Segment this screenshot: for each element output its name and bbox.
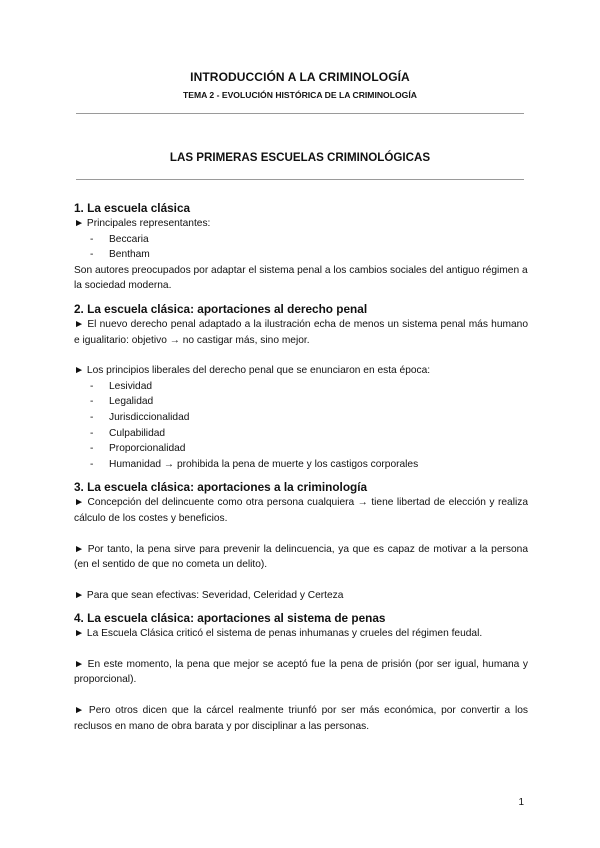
section-3-paragraph: ► Por tanto, la pena sirve para prevenir la delincuencia, ya que es capaz de motivar a la persona (en el sentido de que no cometa un delito).	[74, 543, 528, 571]
dash-marker: -	[90, 396, 94, 408]
section-2-heading: 2. La escuela clásica: aportaciones al derecho penal	[74, 301, 368, 316]
section-4-paragraph: ► En este momento, la pena que mejor se aceptó fue la pena de prisión (por ser igual, humana y proporcional).	[74, 658, 528, 686]
list-item: - Legalidad	[90, 394, 528, 410]
dash-marker: -	[90, 249, 94, 261]
section-4-paragraph: ► La Escuela Clásica criticó el sistema de penas inhumanas y crueles del régimen feudal.	[74, 628, 483, 640]
section-3-paragraph: ► Para que sean efectivas: Severidad, Celeridad y Certeza	[74, 589, 344, 601]
section-3-heading: 3. La escuela clásica: aportaciones a la criminología	[74, 480, 368, 495]
section-4-heading: 4. La escuela clásica: aportaciones al sistema de penas	[74, 611, 386, 626]
section-2-paragraph: ► El nuevo derecho penal adaptado a la ilustración echa de menos un sistema penal más humano e igualitario: objetivo → no castigar más, sino mejor.	[74, 318, 528, 346]
list-item: - Bentham	[90, 247, 528, 263]
document-title: INTRODUCCIÓN A LA CRIMINOLOGÍA	[190, 70, 410, 84]
list-item: - Jurisdiccionalidad	[90, 410, 528, 426]
section-1-intro: ► Principales representantes:	[74, 218, 211, 229]
section-2-principles-intro: ► Los principios liberales del derecho penal que se enunciaron en esta época:	[74, 365, 431, 377]
list-item: - Humanidad → prohibida la pena de muerte y los castigos corporales	[90, 457, 528, 473]
list-item: - Culpabilidad	[90, 426, 528, 442]
header-divider	[76, 113, 524, 114]
section-1-closing: Son autores preocupados por adaptar el sistema penal a los cambios sociales del antiguo régimen a la sociedad moderna.	[74, 264, 528, 292]
representatives-list	[74, 232, 528, 263]
dash-marker: -	[90, 458, 94, 470]
dash-marker: -	[90, 233, 94, 245]
section-3-paragraph: ► Concepción del delincuente como otra persona cualquiera → tiene libertad de elección y realiza cálculo de los costes y beneficios.	[74, 497, 528, 524]
list-item: - Beccaria	[90, 232, 528, 248]
dash-marker: -	[90, 380, 94, 392]
principles-list	[74, 379, 528, 473]
main-heading: LAS PRIMERAS ESCUELAS CRIMINOLÓGICAS	[169, 151, 431, 164]
document-body	[74, 200, 528, 734]
list-item: - Proporcionalidad	[90, 441, 528, 457]
section-4-paragraph: ► Pero otros dicen que la cárcel realmente triunfó por ser más económica, por convertir a los reclusos en mano de obra barata y por disciplinar a las personas.	[74, 705, 528, 732]
dash-marker: -	[90, 427, 94, 439]
heading-divider	[76, 179, 524, 180]
dash-marker: -	[90, 411, 94, 423]
dash-marker: -	[90, 443, 94, 455]
page-number: 1	[518, 797, 524, 808]
document-subtitle: TEMA 2 - EVOLUCIÓN HISTÓRICA DE LA CRIMINOLOGÍA	[183, 90, 417, 100]
section-1-heading: 1. La escuela clásica	[74, 201, 191, 215]
list-item: - Lesividad	[90, 379, 528, 395]
